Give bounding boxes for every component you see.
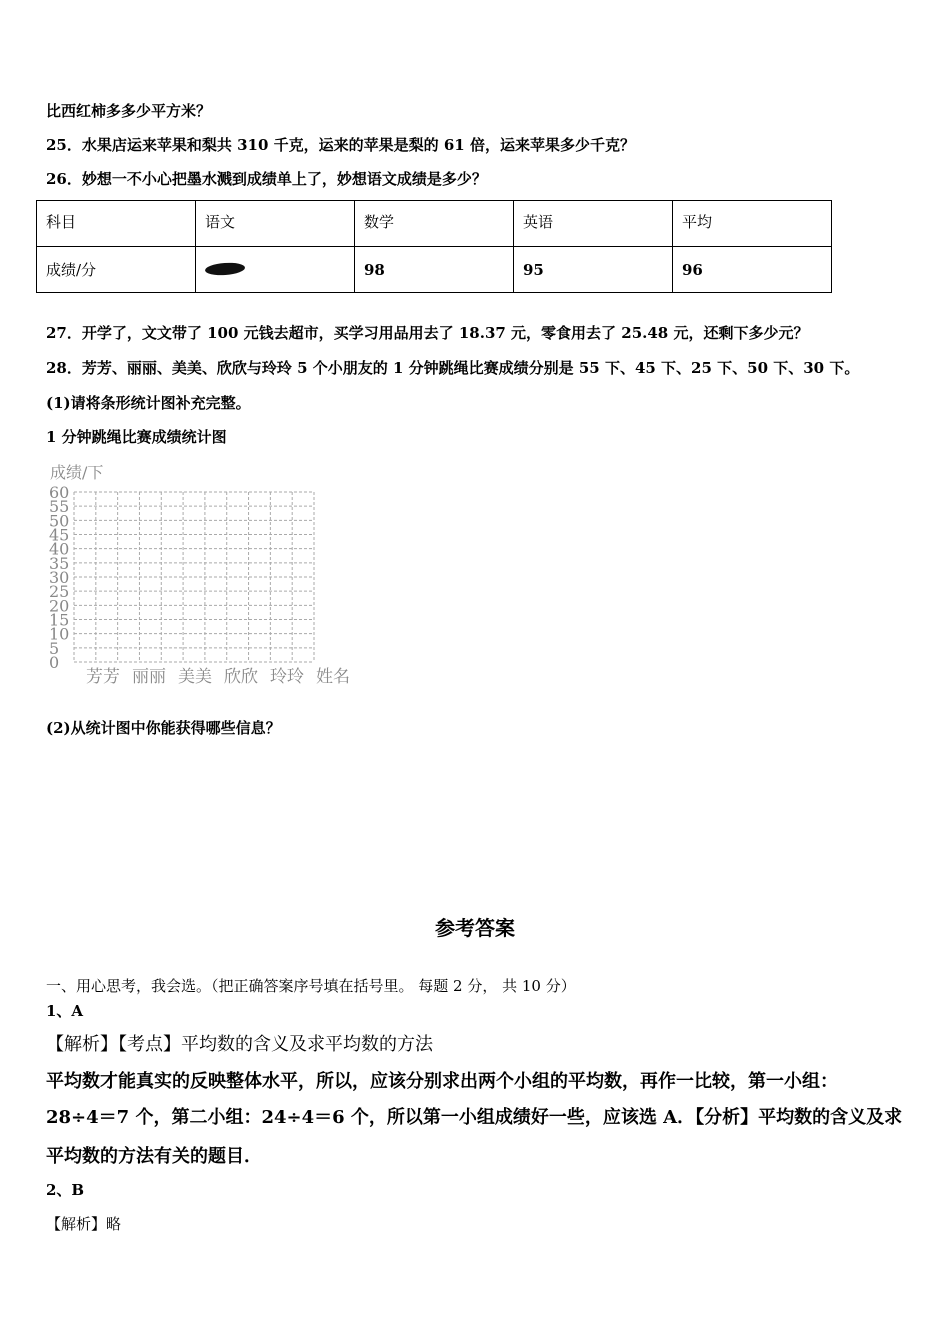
x-tick-label: 芳芳 bbox=[86, 667, 120, 687]
table-cell: 英语 bbox=[514, 201, 673, 247]
question-28: 28．芳芳、丽丽、美美、欣欣与玲玲 5 个小朋友的 1 分钟跳绳比赛成绩分别是 55 下、45 下、25 下、50 下、30 下。 bbox=[46, 359, 860, 377]
y-tick-label: 20 bbox=[49, 596, 70, 616]
answer-1: 1、A bbox=[46, 1002, 84, 1020]
table-header-row bbox=[37, 201, 832, 247]
table-cell: 98 bbox=[355, 247, 514, 293]
question-28-part-2: (2)从统计图中你能获得哪些信息？ bbox=[46, 719, 281, 737]
x-axis-label: 姓名 bbox=[316, 667, 350, 687]
score-table bbox=[36, 200, 832, 293]
answer-1-para-1: 平均数才能真实的反映整体水平，所以，应该分别求出两个小组的平均数，再作一比较，第一小组： bbox=[46, 1071, 838, 1092]
y-tick-label: 35 bbox=[49, 553, 70, 573]
y-tick-label: 60 bbox=[49, 483, 70, 502]
y-tick-label: 40 bbox=[49, 539, 70, 559]
y-tick-label: 50 bbox=[49, 511, 70, 531]
table-cell: 科目 bbox=[37, 201, 196, 247]
table-cell: 95 bbox=[514, 247, 673, 293]
answers-section-heading: 一、用心思考，我会选。（把正确答案序号填在括号里。 每题 2 分， 共 10 分） bbox=[46, 977, 576, 995]
y-tick-label: 5 bbox=[49, 638, 60, 658]
question-25: 25．水果店运来苹果和梨共 310 千克，运来的苹果是梨的 61 倍，运来苹果多少千克？ bbox=[46, 136, 635, 154]
question-28-part-1: (1)请将条形统计图补充完整。 bbox=[46, 394, 251, 412]
y-tick-label: 25 bbox=[49, 582, 70, 602]
y-axis-label: 成绩/下 bbox=[50, 463, 104, 482]
ink-blot-icon bbox=[205, 261, 246, 276]
x-tick-label: 丽丽 bbox=[132, 667, 166, 687]
answer-2-tag: 【解析】略 bbox=[46, 1215, 122, 1233]
table-row bbox=[37, 247, 832, 293]
y-tick-label: 45 bbox=[49, 525, 70, 545]
x-tick-label: 欣欣 bbox=[224, 667, 258, 687]
x-tick-label: 美美 bbox=[178, 667, 212, 687]
table-cell: 平均 bbox=[673, 201, 832, 247]
y-tick-label: 15 bbox=[49, 610, 70, 630]
question-27: 27．开学了，文文带了 100 元钱去超市，买学习用品用去了 18.37 元，零食用去了 25.48 元，还剩下多少元？ bbox=[46, 324, 809, 342]
answer-1-para-2: 28÷4＝7 个，第二小组：24÷4＝6 个，所以第一小组成绩好一些，应该选 A．【分析】平均数的含义及求 bbox=[46, 1107, 903, 1128]
y-tick-label: 0 bbox=[49, 653, 60, 672]
table-cell: 成绩/分 bbox=[37, 247, 196, 293]
y-tick-label: 30 bbox=[49, 568, 70, 587]
answer-2: 2、B bbox=[46, 1181, 85, 1199]
table-cell: 语文 bbox=[196, 201, 355, 247]
answer-1-tag: 【解析】【考点】平均数的含义及求平均数的方法 bbox=[46, 1034, 433, 1055]
answer-1-para-3: 平均数的方法有关的题目． bbox=[46, 1146, 262, 1167]
question-26: 26．妙想一不小心把墨水溅到成绩单上了，妙想语文成绩是多少？ bbox=[46, 170, 487, 188]
y-tick-label: 10 bbox=[49, 624, 70, 644]
bar-chart-blank bbox=[46, 458, 350, 693]
q24-tail: 比西红柿多多少平方米？ bbox=[46, 102, 212, 120]
ink-blot-cell bbox=[196, 247, 355, 293]
y-tick-label: 55 bbox=[49, 497, 70, 517]
table-cell: 数学 bbox=[355, 201, 514, 247]
chart-caption: 1 分钟跳绳比赛成绩统计图 bbox=[46, 428, 227, 446]
table-cell: 96 bbox=[673, 247, 832, 293]
x-tick-label: 玲玲 bbox=[270, 667, 304, 687]
answers-title: 参考答案 bbox=[435, 916, 515, 940]
